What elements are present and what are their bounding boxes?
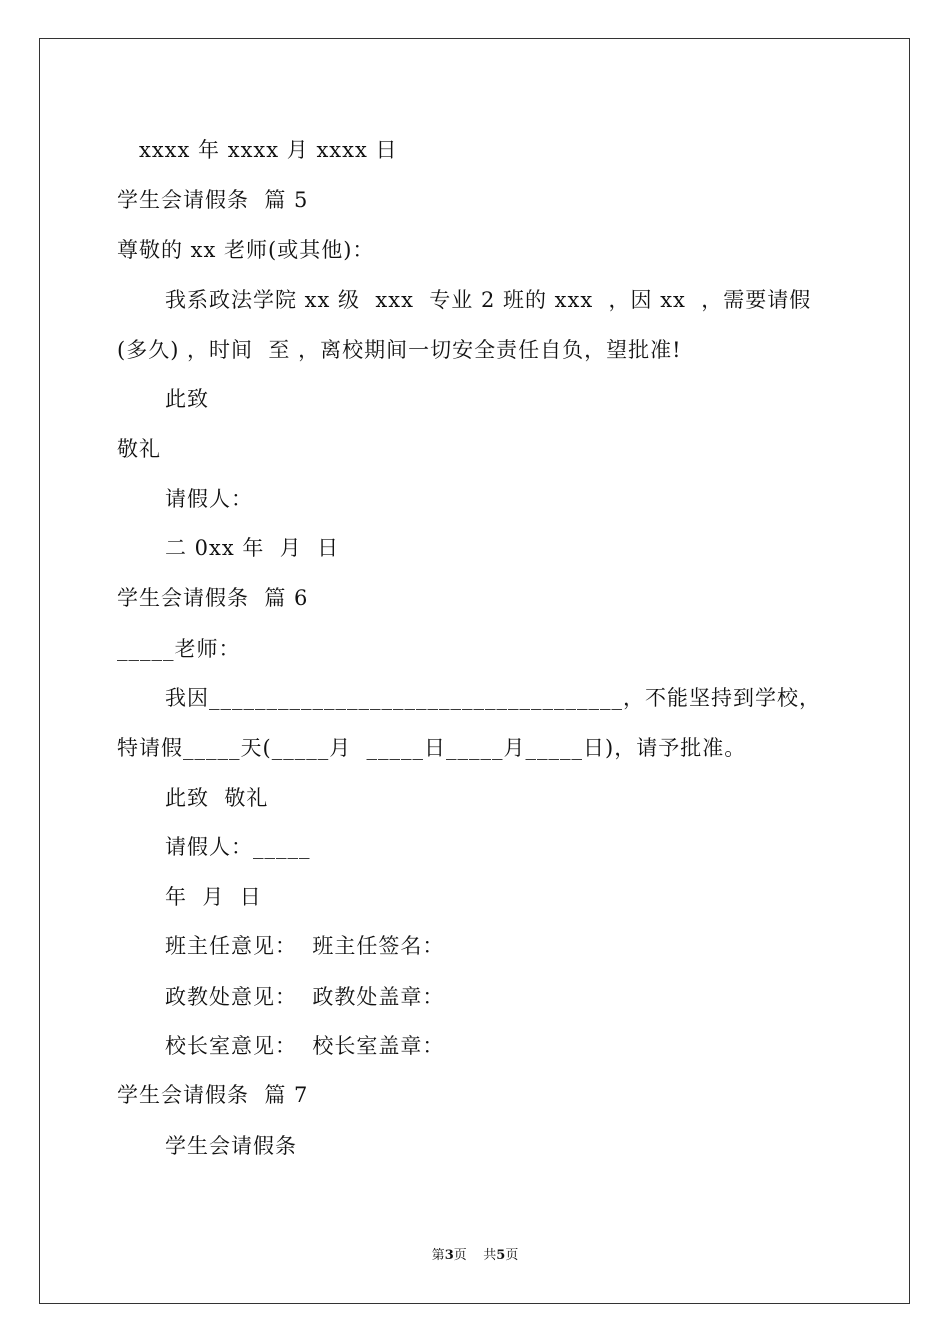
footer-total-pages: 5 [496,1248,506,1263]
approval-head-teacher: 班主任意见： 班主任签名： [165,934,445,958]
footer-prefix: 第 [431,1248,445,1263]
body-paragraph-1-line-1: 我系政法学院 xx 级 xxx 专业 2 班的 xxx ，因 xx ，需要请假 [165,288,812,312]
signature-date: 二 0xx 年 月 日 [165,536,340,560]
footer-mid: 页 共 [453,1248,497,1263]
body-paragraph-1-line-2: (多久) ，时间 至 ，离校期间一切安全责任自负，望批准! [117,338,682,362]
date-line-top: xxxx 年 xxxx 月 xxxx 日 [139,138,398,162]
salutation-teacher: 尊敬的 xx 老师(或其他)： [117,238,375,262]
page-footer [0,1247,950,1265]
footer-suffix: 页 [505,1248,519,1263]
section-heading-6: 学生会请假条 篇 6 [117,586,309,610]
section-heading-7: 学生会请假条 篇 7 [117,1083,309,1107]
footer-current-page: 3 [444,1248,454,1263]
body-paragraph-2-line-2: 特请假_____天(_____月 _____日_____月_____日)，请予批准。 [117,736,747,760]
closing-cizhi: 此致 [165,387,209,411]
approval-education-office: 政教处意见： 政教处盖章： [165,985,445,1009]
body-paragraph-2-line-1: 我因____________________________________，不能坚持到学校， [165,686,821,710]
section-heading-5: 学生会请假条 篇 5 [117,188,309,212]
salutation-blank-teacher: _____老师： [117,637,241,661]
page-border [39,38,910,1304]
approval-principal-office: 校长室意见： 校长室盖章： [165,1034,445,1058]
signature-applicant-blank: 请假人：_____ [165,835,311,859]
section-7-title: 学生会请假条 [165,1134,297,1158]
signature-applicant: 请假人： [165,487,253,511]
signature-date-blank: 年 月 日 [165,885,262,909]
closing-jingli: 敬礼 [117,437,161,461]
closing-cizhi-jingli: 此致 敬礼 [165,786,269,810]
